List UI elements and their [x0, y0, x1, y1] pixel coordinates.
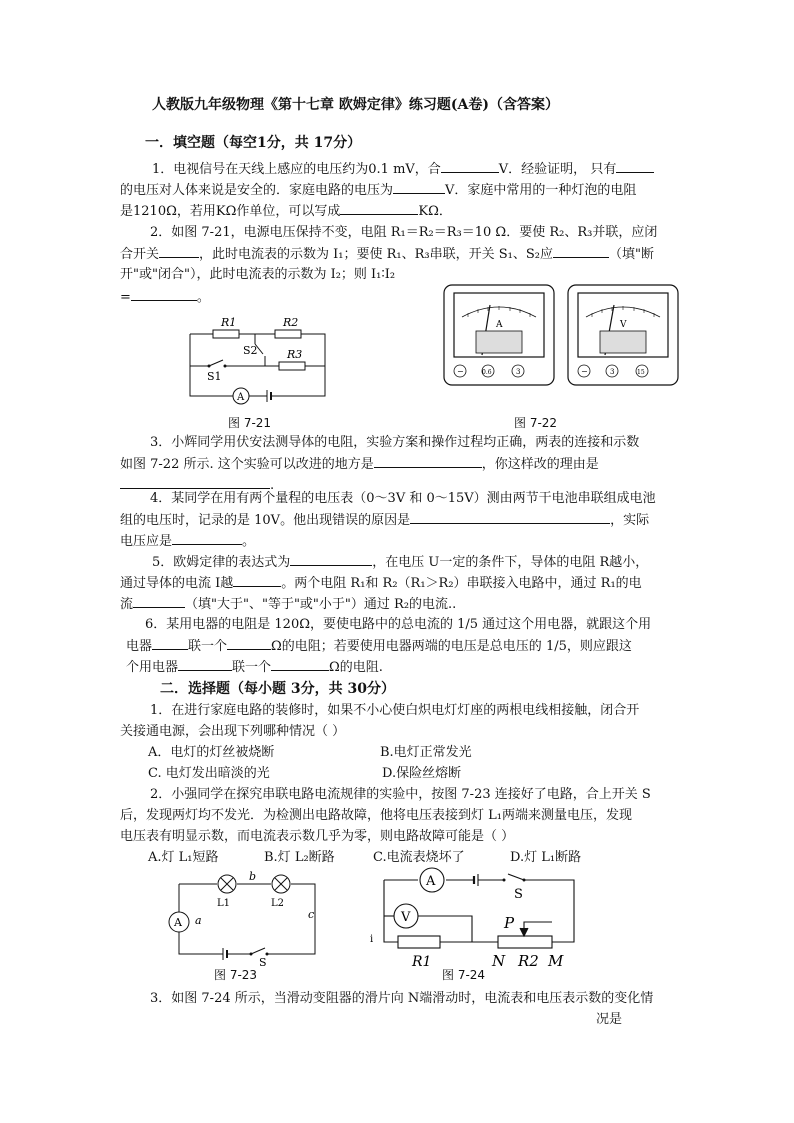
figure-7-23-circuit [165, 870, 330, 970]
label-c: c [308, 908, 315, 921]
answer-blank[interactable] [131, 288, 197, 301]
label-L1: L1 [217, 898, 231, 909]
question-6-line-2: 电器 联一个 Ω的电阻；若要使用电器两端的电压是总电压的 1/5，则应跟这 [126, 639, 632, 654]
answer-blank[interactable] [410, 511, 610, 524]
ammeter-icon: A [426, 874, 436, 889]
label-a: a [195, 914, 202, 927]
question-3-line-1: 3．小辉同学用伏安法测导体的电阻，实验方案和操作过程均正确，两表的连接和示数 [150, 435, 640, 450]
question-1-line-2: 的电压对人体来说是安全的．家庭电路的电压为 V．家庭中常用的一种灯泡的电阻 [120, 183, 637, 198]
choice-2-option-b[interactable]: B.灯 L₂断路 [264, 850, 335, 865]
label-L2: L2 [271, 898, 285, 909]
choice-2-line-3: 电压表有明显示数，而电流表示数几乎为零，则电路故障可能是（ ） [120, 829, 515, 844]
label-R1: R1 [221, 316, 237, 329]
figure-7-22-meters [442, 283, 714, 393]
answer-blank[interactable] [152, 637, 188, 650]
ammeter-terminal-0.6: 0.6 [482, 369, 492, 376]
choice-2-option-c[interactable]: C.电流表烧坏了 [373, 850, 465, 865]
choice-2-line-1: 2．小强同学在探究串联电路电流规律的实验中，按图 7-23 连接好了电路，合上开关 S [150, 787, 651, 802]
answer-blank[interactable] [159, 245, 199, 258]
choice-3-line-1: 3．如图 7-24 所示，当滑动变阻器的滑片向 N端滑动时，电流表和电压表示数的变化情 [150, 991, 654, 1006]
choice-1-option-b[interactable]: B.电灯正常发光 [380, 745, 472, 760]
question-6-line-3: 个用电器 联一个 Ω的电阻. [126, 660, 383, 675]
choice-1-option-a[interactable]: A．电灯的灯丝被烧断 [148, 745, 275, 760]
question-6-line-1: 6．某用电器的电阻是 120Ω，要使电路中的总电流的 1/5 通过这个用电器，就跟这个用 [145, 617, 652, 632]
ammeter-terminal-3: 3 [516, 368, 521, 376]
choice-1-option-d[interactable]: D.保险丝熔断 [382, 766, 462, 781]
voltmeter-terminal-negative: − [581, 367, 588, 376]
ammeter-terminal-negative: − [457, 367, 464, 376]
label-R1: R1 [412, 954, 432, 970]
figure-7-21-caption: 图 7-21 [228, 416, 272, 430]
answer-blank[interactable] [374, 455, 482, 468]
question-2-line-1: 2．如图 7-21，电源电压保持不变，电阻 R₁＝R₂＝R₃＝10 Ω．要使 R₂、R₃并联，应闭 [150, 225, 658, 240]
section-heading-fill-in: 一．填空题（每空1分，共 17分） [145, 135, 362, 151]
figure-7-22-caption: 图 7-22 [514, 416, 558, 430]
answer-blank[interactable] [178, 658, 232, 671]
label-R2: R2 [518, 952, 539, 970]
answer-blank[interactable] [393, 181, 445, 194]
voltmeter-letter: V [620, 320, 627, 330]
question-4-line-2: 组的电压时，记录的是 10V。他出现错误的原因是 ，实际 [120, 513, 650, 528]
question-1-line-1: 1．电视信号在天线上感应的电压约为0.1 mV，合 V．经验证明， 只有 [152, 160, 654, 179]
choice-1-line-2: 关接通电源，会出现下列哪种情况（ ） [120, 724, 346, 739]
answer-blank[interactable] [441, 160, 499, 173]
answer-blank[interactable] [120, 476, 270, 489]
choice-2-line-2: 后，发现两灯均不发光．为检测出电路故障，他将电压表接到灯 L₁两端来测量电压，发现 [120, 808, 632, 823]
ammeter-letter: A [496, 320, 503, 330]
question-1-line-3: 是1210Ω，若用KΩ作单位，可以写成 KΩ． [120, 204, 452, 219]
label-M: M [548, 952, 564, 970]
question-5-line-1: 5．欧姆定律的表达式为 ，在电压 U一定的条件下，导体的电阻 R越小， [152, 555, 649, 570]
label-b: b [249, 870, 257, 883]
label-N: N [492, 952, 506, 970]
answer-blank[interactable] [227, 637, 271, 650]
page-title: 人教版九年级物理《第十七章 欧姆定律》练习题(A卷)（含答案） [152, 97, 559, 113]
question-3-line-2: 如图 7-22 所示. 这个实验可以改进的地方是 ，你这样改的理由是 [120, 457, 599, 472]
question-2-line-4: = 。 [120, 290, 210, 305]
label-R3: R3 [287, 348, 303, 361]
figure-7-21-circuit [185, 316, 335, 416]
figure-7-23-caption: 图 7-23 [214, 968, 258, 982]
answer-blank[interactable] [133, 595, 185, 608]
label-S1: S1 [207, 370, 222, 383]
choice-2-option-a[interactable]: A.灯 L₁短路 [148, 850, 219, 865]
voltmeter-icon: V [401, 910, 411, 925]
ammeter-icon: A [174, 916, 182, 929]
answer-blank[interactable] [290, 553, 372, 566]
answer-blank[interactable] [553, 245, 609, 258]
answer-blank[interactable] [172, 532, 242, 545]
answer-blank[interactable] [340, 202, 418, 215]
question-5-line-2: 通过导体的电流 I越 。两个电阻 R₁和 R₂（R₁＞R₂）串联接入电路中，通过 R₁的电 [120, 576, 642, 591]
question-4-line-3: 电压应是 。 [120, 534, 256, 549]
question-3-line-3: . [120, 476, 274, 495]
answer-blank[interactable] [616, 160, 654, 173]
label-S: S [514, 887, 523, 902]
choice-3-line-2: 况是 [596, 1012, 623, 1027]
answer-blank[interactable] [233, 574, 281, 587]
choice-1-option-c[interactable]: C. 电灯发出暗淡的光 [148, 766, 270, 781]
label-S2: S2 [243, 344, 258, 357]
question-4-line-1: 4．某同学在用有两个量程的电压表（0～3V 和 0～15V）测由两节干电池串联组成电池 [150, 491, 656, 506]
stray-mark: i [370, 934, 374, 945]
figure-7-24-caption: 图 7-24 [442, 968, 486, 982]
label-S: S [259, 956, 267, 969]
figure-7-24-circuit [368, 866, 598, 978]
label-P: P [504, 914, 515, 932]
voltmeter-terminal-15: 15 [637, 369, 645, 376]
question-5-line-3: 流 （填"大于"、"等于"或"小于"）通过 R₂的电流.. [120, 597, 457, 612]
choice-2-option-d[interactable]: D.灯 L₁断路 [510, 850, 582, 865]
question-2-line-3: 开"或"闭合"），此时电流表的示数为 I₂；则 I₁∶I₂ [120, 267, 396, 282]
choice-1-line-1: 1．在进行家庭电路的装修时，如果不小心使白炽电灯灯座的两根电线相接触，闭合开 [150, 703, 640, 718]
label-R2: R2 [283, 316, 299, 329]
section-heading-choice: 二．选择题（每小题 3分，共 30分） [160, 681, 395, 697]
ammeter-icon: A [237, 392, 245, 403]
question-2-line-2: 合开关 ，此时电流表的示数为 I₁；要使 R₁、R₃串联，开关 S₁、S₂应 （填"断 [120, 247, 654, 262]
voltmeter-terminal-3: 3 [610, 368, 615, 376]
answer-blank[interactable] [271, 658, 329, 671]
